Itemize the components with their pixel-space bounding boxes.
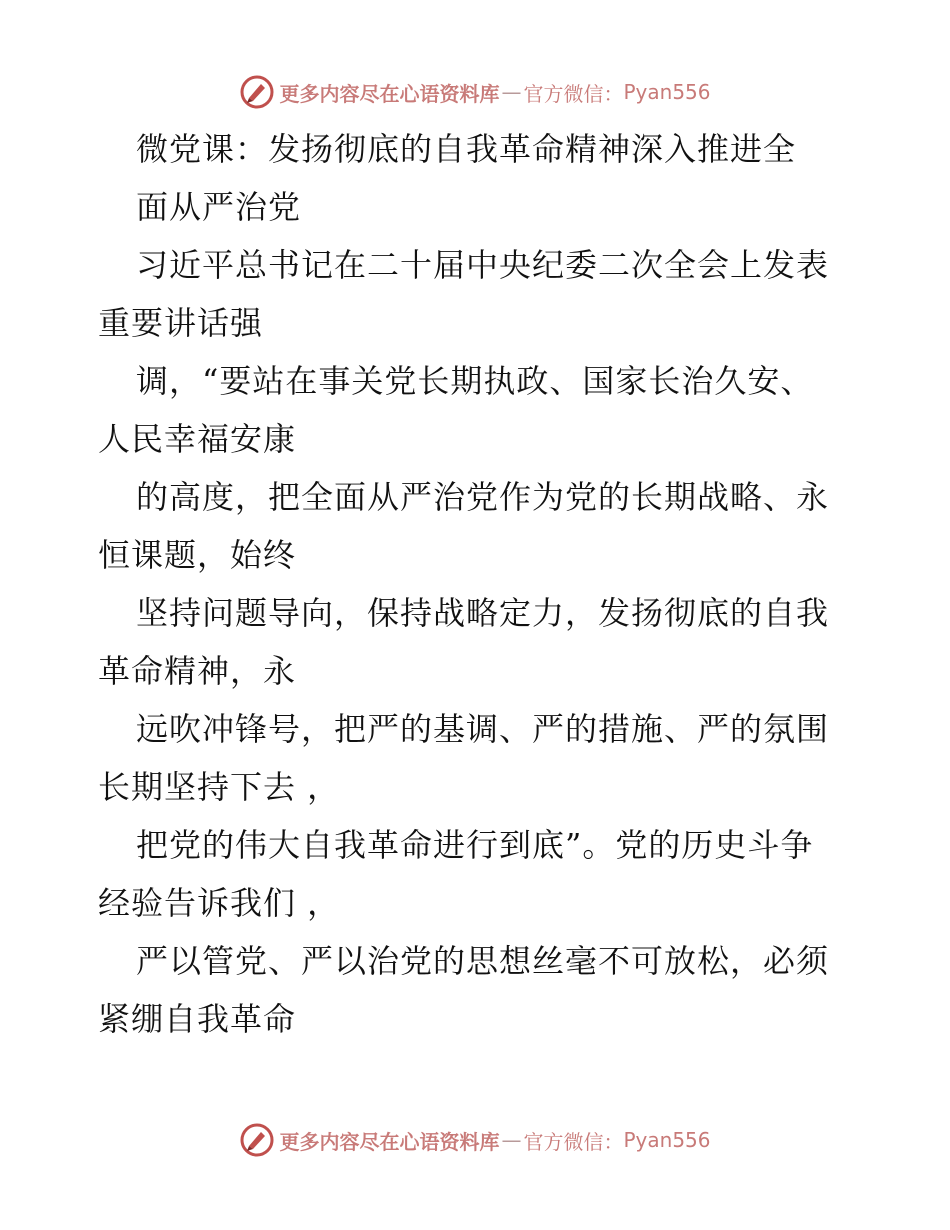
- document-line: 严以管党、严以治党的思想丝毫不可放松，必须: [136, 942, 830, 980]
- document-body: [98, 120, 858, 1048]
- document-line: 习近平总书记在二十届中央纪委二次全会上发表: [136, 246, 830, 284]
- banner-wechat-label: 官方微信：: [523, 1129, 624, 1154]
- pen-logo-icon: [239, 74, 275, 110]
- document-line: 经验告诉我们 ，: [98, 884, 341, 922]
- document-line: 人民幸福安康: [98, 420, 297, 458]
- document-line: 紧绷自我革命: [98, 1000, 297, 1038]
- document-line: 把党的伟大自我革命进行到底”。党的历史斗争: [136, 826, 814, 864]
- banner-site-text: 更多内容尽在心语资料库: [279, 1129, 500, 1154]
- document-line: 远吹冲锋号，把严的基调、严的措施、严的氛围: [136, 710, 830, 748]
- banner-dash: —: [501, 80, 522, 104]
- document-line: 的高度，把全面从严治党作为党的长期战略、永: [136, 478, 830, 516]
- banner-wechat-label: 官方微信：: [523, 81, 624, 106]
- footer-banner: [0, 1118, 950, 1162]
- document-line: 坚持问题导向，保持战略定力，发扬彻底的自我: [136, 594, 830, 632]
- document-line: 微党课：发扬彻底的自我革命精神深入推进全: [136, 130, 797, 168]
- document-line: 面从严治党: [136, 188, 302, 226]
- banner-wechat-id: Pyan556: [623, 1128, 711, 1152]
- document-line: 重要讲话强: [98, 304, 264, 342]
- document-line: 革命精神，永: [98, 652, 297, 690]
- banner-site-text: 更多内容尽在心语资料库: [279, 81, 500, 106]
- banner-wechat-id: Pyan556: [623, 80, 711, 104]
- document-line: 长期坚持下去 ，: [98, 768, 341, 806]
- pen-logo-icon: [239, 1122, 275, 1158]
- document-line: 恒课题，始终: [98, 536, 297, 574]
- header-banner: [0, 70, 950, 114]
- document-line: 调，“要站在事关党长期执政、国家长治久安、: [136, 362, 814, 400]
- banner-dash: —: [501, 1128, 522, 1152]
